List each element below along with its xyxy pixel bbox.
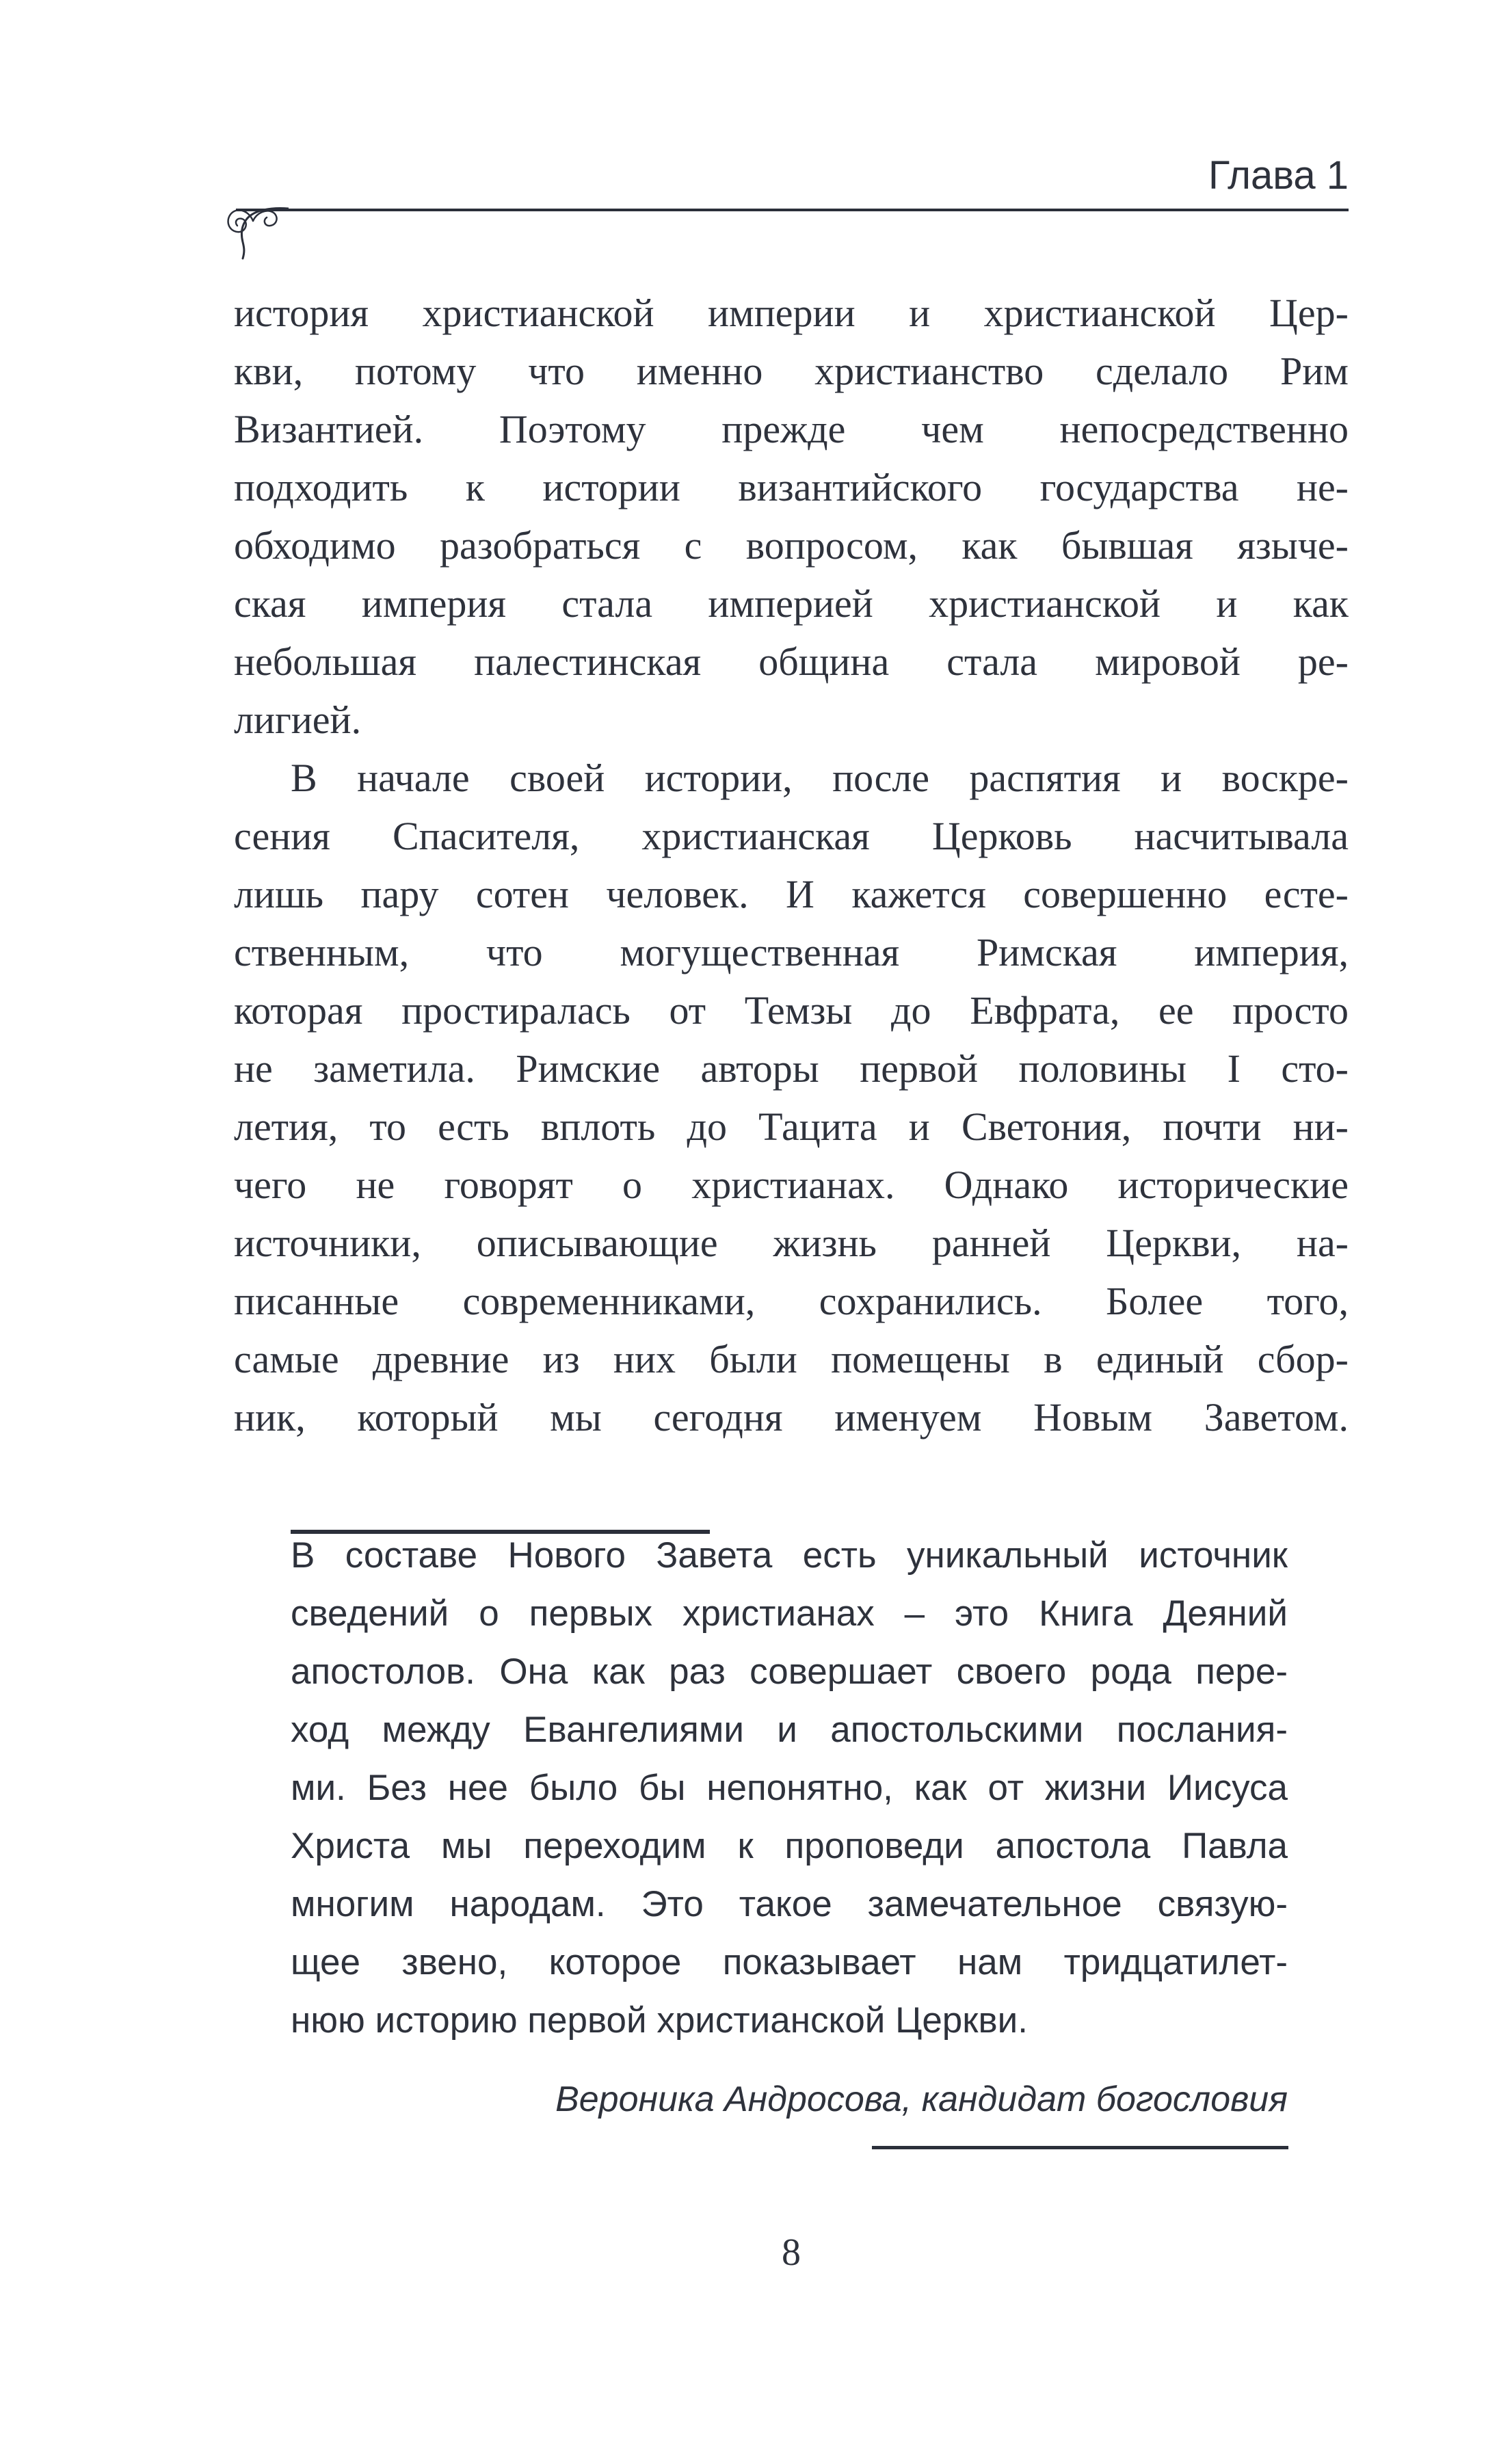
text-line: Христа мы переходим к проповеди апостола Павла: [291, 1826, 1288, 1866]
quote-bottom-rule: [872, 2146, 1288, 2149]
text-line: чего не говорят о христианах. Однако исторические: [234, 1163, 1349, 1207]
text-line: сведений о первых христианах – это Книга Деяний: [291, 1593, 1288, 1634]
text-line: щее звено, которое показывает нам тридцатилет-: [291, 1942, 1288, 1982]
text-line: апостолов. Она как раз совершает своего рода пере-: [291, 1651, 1288, 1692]
text-line: ход между Евангелиями и апостольскими послания-: [291, 1710, 1288, 1750]
text-line: подходить к истории византийского государства не-: [234, 465, 1349, 509]
text-line: самые древние из них были помещены в единый сбор-: [234, 1337, 1349, 1381]
quote-text: [291, 1526, 1288, 2049]
text-line: писанные современниками, сохранились. Более того,: [234, 1279, 1349, 1323]
text-line: Византией. Поэтому прежде чем непосредственно: [234, 407, 1349, 451]
flourish-ornament-icon: [223, 200, 289, 263]
text-line: которая простиралась от Темзы до Евфрата, ее просто: [234, 988, 1349, 1033]
text-line: источники, описывающие жизнь ранней Церкви, на-: [234, 1221, 1349, 1265]
text-line: летия, то есть вплоть до Тацита и Светония, почти ни-: [234, 1104, 1349, 1149]
text-line: сения Спасителя, христианская Церковь насчитывала: [234, 814, 1349, 858]
body-text: [234, 284, 1349, 1446]
text-line: В начале своей истории, после распятия и воскре-: [291, 756, 1349, 800]
text-line: не заметила. Римские авторы первой половины I сто-: [234, 1046, 1349, 1091]
quote-attribution: Вероника Андросова, кандидат богословия: [555, 2080, 1288, 2119]
text-line: многим народам. Это такое замечательное связую-: [291, 1884, 1288, 1924]
text-line: ская империя стала империей христианской и как: [234, 581, 1349, 626]
text-line: кви, потому что именно христианство сделало Рим: [234, 349, 1349, 393]
text-line: небольшая палестинская община стала мировой ре-: [234, 639, 1349, 684]
text-line: ми. Без нее было бы непонятно, как от жизни Иисуса: [291, 1768, 1288, 1808]
text-line: история христианской империи и христианской Цер-: [234, 291, 1349, 335]
text-line: обходимо разобраться с вопросом, как бывшая языче-: [234, 523, 1349, 568]
page-number: 8: [782, 2231, 801, 2274]
text-line: ственным, что могущественная Римская империя,: [234, 930, 1349, 974]
running-head-chapter: Глава 1: [1208, 153, 1349, 198]
header-rule: [236, 209, 1349, 211]
text-line: лишь пару сотен человек. И кажется совершенно есте-: [234, 872, 1349, 916]
text-line: ник, который мы сегодня именуем Новым Заветом.: [234, 1395, 1349, 1439]
text-line: В составе Нового Завета есть уникальный источник: [291, 1535, 1288, 1576]
text-line: нюю историю первой христианской Церкви.: [291, 2000, 1028, 2041]
text-line: лигией.: [234, 698, 362, 742]
